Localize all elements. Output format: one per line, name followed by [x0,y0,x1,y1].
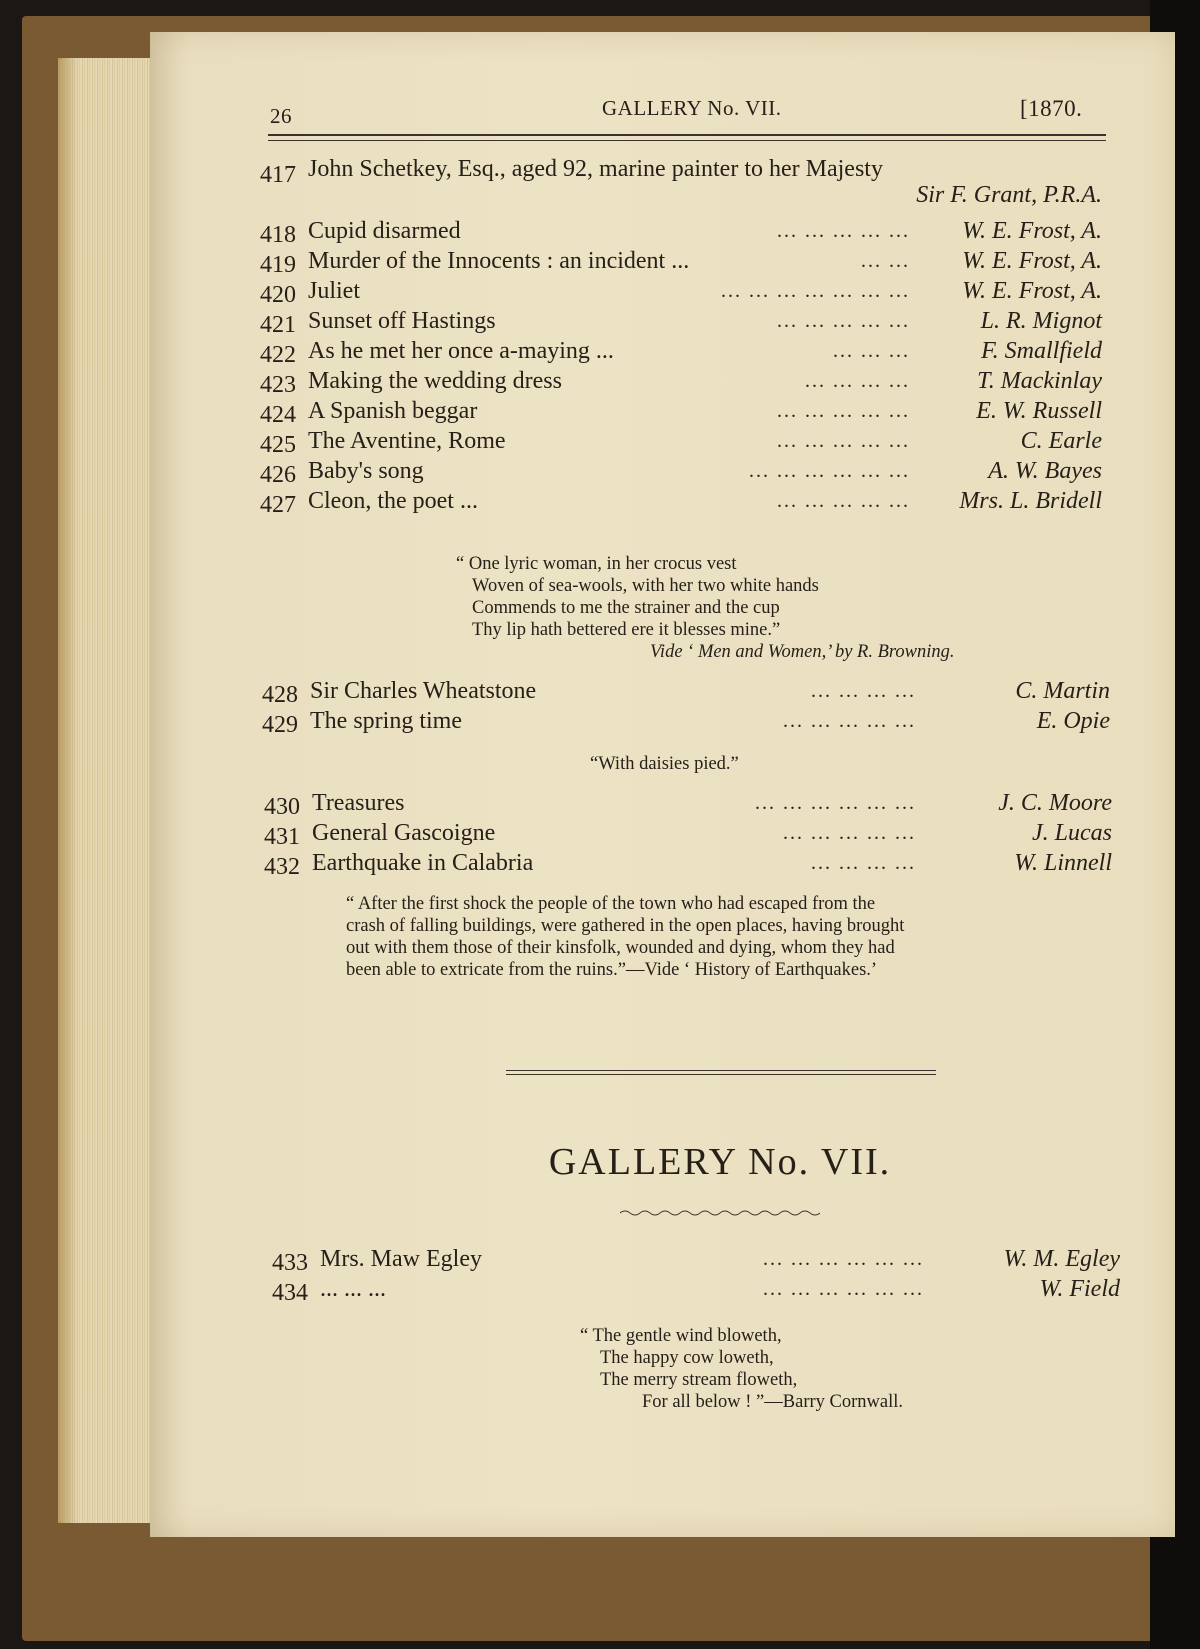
entry-title: Cupid disarmed [308,218,461,244]
entry-number: 420 [260,282,296,308]
section-title: GALLERY No. VII. [548,1141,892,1183]
entry-artist: E. W. Russell [976,398,1102,424]
header-rule-thin [268,140,1106,141]
leader-dots: ... ... ... ... ... [783,710,916,732]
leader-dots: ... ... ... ... [811,680,916,702]
page-number: 26 [270,104,292,128]
leader-dots: ... ... ... ... ... ... ... [721,280,910,302]
quote-line: “ One lyric woman, in her crocus vest [456,554,737,574]
entry-title: Murder of the Innocents : an incident ... [308,248,690,274]
entry-artist: W. E. Frost, A. [962,218,1102,244]
entry-number: 432 [264,854,300,880]
entry-number: 417 [260,162,296,188]
leader-dots: ... ... ... ... ... ... [763,1278,924,1300]
ornamental-wave-rule [620,1208,820,1218]
entry-number: 430 [264,794,300,820]
entry-artist: T. Mackinlay [977,368,1102,394]
quote-line: For all below ! ”—Barry Cornwall. [642,1392,903,1412]
entry-title: Making the wedding dress [308,368,562,394]
entry-title: Earthquake in Calabria [312,850,534,876]
entry-artist: L. R. Mignot [980,308,1102,334]
leader-dots: ... ... ... ... ... [783,822,916,844]
entry-artist: Sir F. Grant, P.R.A. [916,182,1102,208]
entry-title: ... ... ... [320,1276,386,1302]
quote-line: “ The gentle wind bloweth, [580,1326,782,1346]
entry-title: The Aventine, Rome [308,428,506,454]
year: [1870. [1020,96,1083,121]
entry-artist: W. Field [1039,1276,1120,1302]
leader-dots: ... ... ... ... [811,852,916,874]
entry-number: 433 [272,1250,308,1276]
entry-title: Sunset off Hastings [308,308,496,334]
entry-artist: E. Opie [1036,708,1110,734]
quote-attribution: Vide ‘ Men and Women,’ by R. Browning. [650,642,955,662]
book-page [150,32,1175,1537]
leader-dots: ... ... ... ... ... ... [755,792,916,814]
leader-dots: ... ... ... ... ... [777,490,910,512]
entry-title: A Spanish beggar [308,398,478,424]
entry-artist: A. W. Bayes [988,458,1102,484]
entry-artist: W. Linnell [1014,850,1112,876]
entry-title: General Gascoigne [312,820,496,846]
leader-dots: ... ... ... [833,340,910,362]
quote-line: Thy lip hath bettered ere it blesses mine.” [472,620,781,640]
entry-title: Sir Charles Wheatstone [310,678,537,704]
quote-line: The merry stream floweth, [600,1370,798,1390]
quote-line: out with them those of their kinsfolk, wounded and dying, whom they had [346,938,895,958]
header-rule-thick [268,134,1106,136]
quote-line: The happy cow loweth, [600,1348,774,1368]
quote-line: “ After the first shock the people of the town who had escaped from the [346,894,876,914]
entry-artist: C. Earle [1020,428,1102,454]
entry-title: Juliet [308,278,360,304]
entry-title: Mrs. Maw Egley [320,1246,482,1272]
entry-number: 422 [260,342,296,368]
entry-title: As he met her once a-maying ... [308,338,614,364]
entry-number: 418 [260,222,296,248]
entry-artist: J. C. Moore [998,790,1112,816]
entry-artist: W. M. Egley [1003,1246,1120,1272]
entry-number: 421 [260,312,296,338]
entry-number: 427 [260,492,296,518]
leader-dots: ... ... ... ... [805,370,910,392]
quote-429: “With daisies pied.” [590,754,739,774]
entry-number: 431 [264,824,300,850]
entry-artist: J. Lucas [1032,820,1112,846]
quote-line: been able to extricate from the ruins.”—Vide ‘ History of Earthquakes.’ [346,960,878,980]
leader-dots: ... ... [861,250,910,272]
leader-dots: ... ... ... ... ... [777,400,910,422]
entry-number: 429 [262,712,298,738]
entry-artist: W. E. Frost, A. [962,278,1102,304]
entry-title: Treasures [312,790,405,816]
leader-dots: ... ... ... ... ... [777,310,910,332]
quote-line: Commends to me the strainer and the cup [472,598,780,618]
entry-number: 434 [272,1280,308,1306]
entry-title: Baby's song [308,458,424,484]
entry-title: The spring time [310,708,462,734]
entry-artist: C. Martin [1015,678,1110,704]
quote-line: crash of falling buildings, were gathered in the open places, having brought [346,916,905,936]
leader-dots: ... ... ... ... ... [777,220,910,242]
leader-dots: ... ... ... ... ... ... [763,1248,924,1270]
entry-number: 425 [260,432,296,458]
entry-number: 419 [260,252,296,278]
leader-dots: ... ... ... ... ... ... [749,460,910,482]
section-divider [506,1074,936,1075]
entry-artist: W. E. Frost, A. [962,248,1102,274]
entry-artist: Mrs. L. Bridell [959,488,1102,514]
section-divider [506,1070,936,1071]
entry-artist: F. Smallfield [981,338,1102,364]
entry-number: 424 [260,402,296,428]
leader-dots: ... ... ... ... ... [777,430,910,452]
entry-number: 428 [262,682,298,708]
entry-title: John Schetkey, Esq., aged 92, marine painter to her Majesty [308,156,883,182]
entry-number: 423 [260,372,296,398]
entry-title: Cleon, the poet ... [308,488,478,514]
quote-line: Woven of sea-wools, with her two white hands [472,576,819,596]
entry-number: 426 [260,462,296,488]
running-title: GALLERY No. VII. [602,96,782,120]
